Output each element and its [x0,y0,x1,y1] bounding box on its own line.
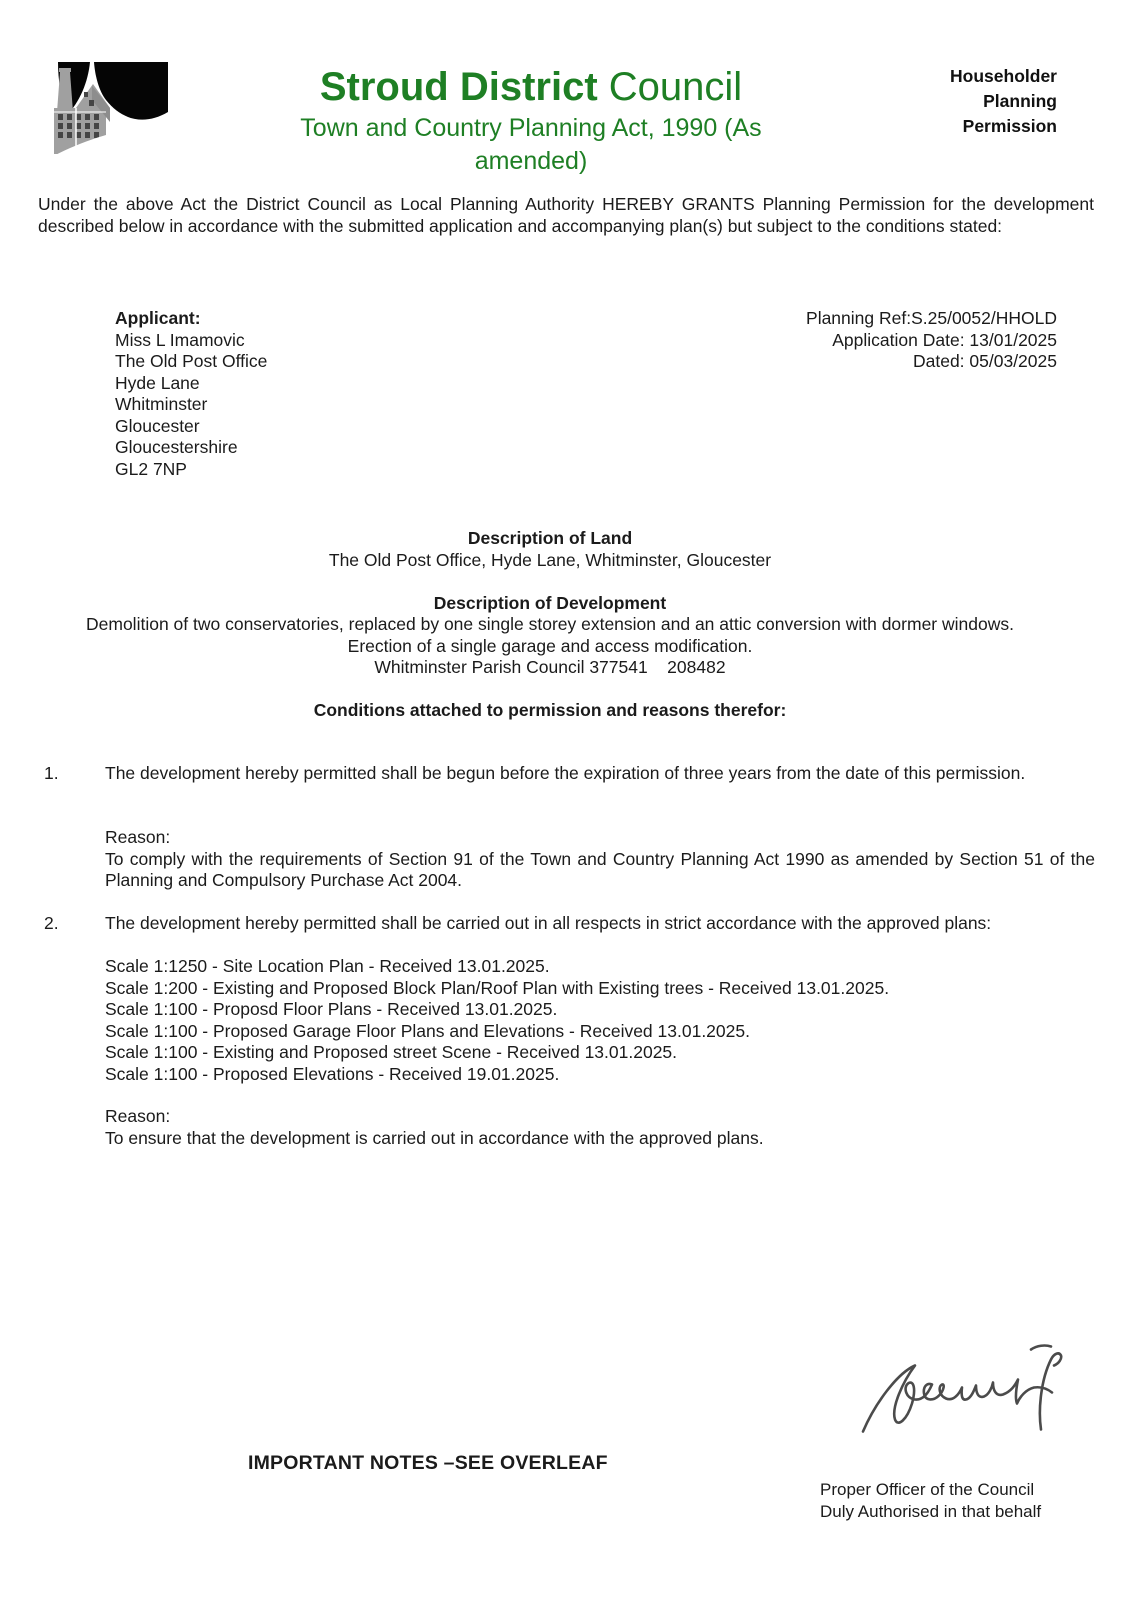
condition-1-reason [105,827,1095,892]
condition-2-reason [105,1106,1095,1149]
condition-number: 1. [44,763,59,783]
reason-text: To comply with the requirements of Section 91 of the Town and Country Planning Act 1990 as amended by Section 51 of the Planning and Compulsory Purchase Act 2004. [105,848,1095,890]
plan-item: Scale 1:100 - Existing and Proposed street Scene - Received 13.01.2025. [105,1042,678,1062]
proper-officer-signature [855,1340,1070,1438]
development-description-line: Erection of a single garage and access modification. [347,635,753,656]
plan-item: Scale 1:200 - Existing and Proposed Block Plan/Roof Plan with Existing trees - Received 13.01.2025. [105,977,890,998]
council-title-bold: Stroud District [319,65,598,109]
act-subtitle-line2: amended) [474,147,588,175]
condition-item-1 [44,763,1094,785]
document-header [190,62,872,178]
proper-officer-block [820,1479,1041,1522]
applicant-address-line: Whitminster [115,394,208,414]
condition-number: 2. [44,913,59,933]
description-of-land-text: The Old Post Office, Hyde Lane, Whitminster, Gloucester [328,549,772,570]
spacer [0,679,1100,701]
approved-plans-list [105,956,1095,1085]
applicant-name: Miss L Imamovic [115,329,245,350]
conditions-heading: Conditions attached to permission and reasons therefor: [313,700,787,720]
plan-item: Scale 1:1250 - Site Location Plan - Received 13.01.2025. [105,956,550,976]
applicant-address-line: Hyde Lane [115,372,200,393]
stroud-district-council-logo-icon [40,62,168,164]
plan-item: Scale 1:100 - Proposed Garage Floor Plans and Elevations - Received 13.01.2025. [105,1020,750,1041]
parish-and-grid-ref: Whitminster Parish Council 377541 208482 [374,657,726,677]
proper-officer-line2: Duly Authorised in that behalf [820,1501,1042,1521]
applicant-block [115,308,267,480]
condition-item-2 [44,913,1094,935]
reason-text: To ensure that the development is carried out in accordance with the approved plans. [105,1127,764,1148]
plan-item: Scale 1:100 - Proposed Elevations - Received 19.01.2025. [105,1063,560,1084]
applicant-address-line: Gloucester [115,415,200,436]
reference-block [600,308,1057,373]
permission-type-line3: Permission [962,116,1057,136]
permission-type-line1: Householder [950,66,1057,86]
permission-type [812,64,1057,139]
application-date: Application Date: 13/01/2025 [832,329,1057,350]
applicant-label: Applicant: [115,308,201,328]
spacer [0,571,1100,593]
plan-item: Scale 1:100 - Proposd Floor Plans - Received 13.01.2025. [105,999,558,1019]
act-subtitle-line1: Town and Country Planning Act, 1990 (As [300,114,762,142]
permission-type-line2: Planning [983,91,1057,111]
applicant-postcode: GL2 7NP [115,458,187,479]
condition-text: The development hereby permitted shall be carried out in all respects in strict accordance with the approved plans: [105,913,992,933]
dated: Dated: 05/03/2025 [912,351,1057,371]
reason-label: Reason: [105,827,171,847]
development-description-line: Demolition of two conservatories, replaced by one single storey extension and an attic conversion with dormer windows. [86,614,1014,634]
condition-text: The development hereby permitted shall be begun before the expiration of three years from the date of this permission. [105,763,1026,783]
applicant-address-line: The Old Post Office [115,351,268,371]
proper-officer-line1: Proper Officer of the Council [820,1480,1035,1499]
applicant-address-line: Gloucestershire [115,437,238,457]
descriptions-section [0,528,1100,722]
description-of-land-heading: Description of Land [467,528,633,548]
reason-label: Reason: [105,1106,171,1126]
act-subtitle [190,112,872,178]
description-of-development-heading: Description of Development [433,592,667,613]
council-title-rest: Council [597,65,743,109]
important-notes: IMPORTANT NOTES –SEE OVERLEAF [248,1452,608,1474]
grant-statement: Under the above Act the District Council as Local Planning Authority HEREBY GRANTS Planning Permission for the development described below in accordance with the submitted application and accompanying plan(s) but subject to the conditions stated: [38,194,1094,236]
planning-ref: Planning Ref:S.25/0052/HHOLD [806,308,1057,328]
council-title [190,62,872,112]
